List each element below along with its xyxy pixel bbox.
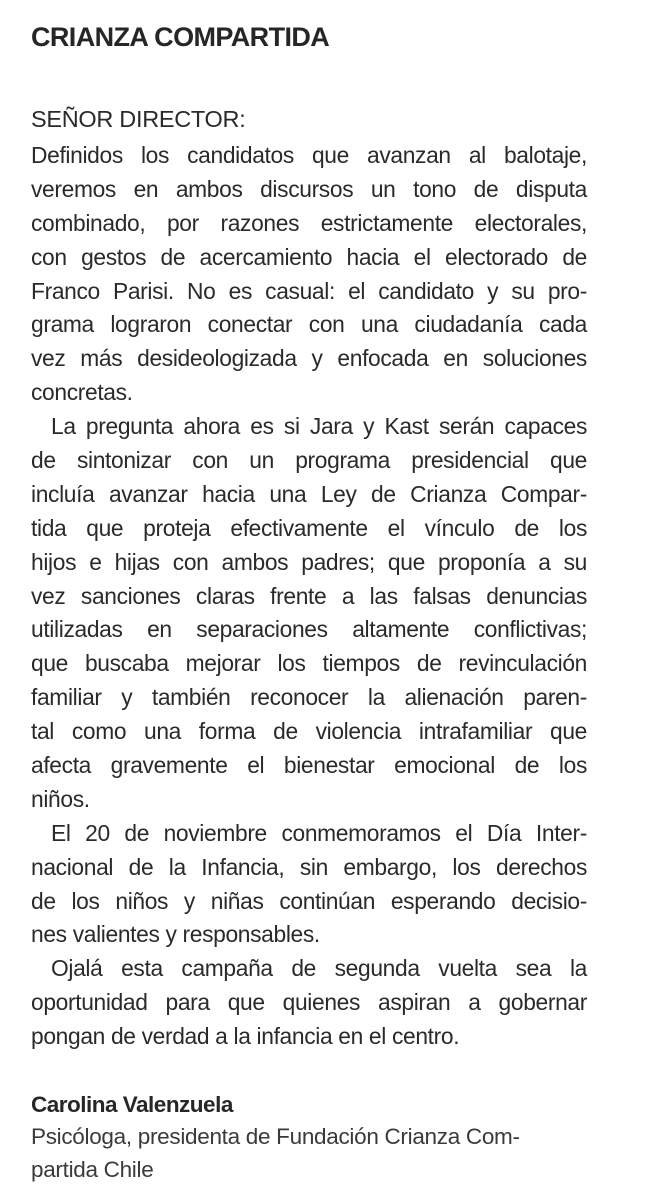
letter-salutation: SEÑOR DIRECTOR:	[31, 106, 246, 132]
body-line: nacional de la Infancia, sin embargo, los derechos	[31, 853, 587, 880]
body-line: Definidos los candidatos que avanzan al balotaje,	[31, 142, 587, 168]
body-line: grama lograron conectar con una ciudadanía cada	[31, 311, 587, 338]
body-line: combinado, por razones estrictamente electorales,	[31, 209, 587, 236]
body-line: Franco Parisi. No es casual: el candidato y su pro-	[31, 277, 587, 304]
body-line: La pregunta ahora es si Jara y Kast serán capaces	[51, 413, 587, 440]
body-line: utilizadas en separaciones altamente conflictivas;	[31, 616, 587, 643]
body-line: vez sanciones claras frente a las falsas denuncias	[31, 582, 587, 609]
body-line: oportunidad para que quienes aspiran a gobernar	[31, 989, 587, 1016]
body-line: familiar y también reconocer la alienación paren-	[31, 684, 587, 711]
body-line: pongan de verdad a la infancia en el centro.	[31, 1023, 460, 1050]
letter-signature	[31, 1090, 587, 1186]
author-role-line: Psicóloga, presidenta de Fundación Crianza Com-	[31, 1124, 520, 1149]
body-line: veremos en ambos discursos un tono de disputa	[31, 175, 587, 202]
body-line: hijos e hijas con ambos padres; que proponía a su	[31, 548, 587, 575]
body-line: concretas.	[31, 379, 133, 406]
body-line: tal como una forma de violencia intrafamiliar que	[31, 718, 587, 745]
body-line: de sintonizar con un programa presidencial que	[31, 447, 587, 474]
body-line: de los niños y niñas continúan esperando decisio-	[31, 887, 587, 914]
body-line: afecta gravemente el bienestar emocional de los	[31, 752, 587, 779]
body-line: que buscaba mejorar los tiempos de revinculación	[31, 650, 587, 677]
letter-headline: CRIANZA COMPARTIDA	[31, 22, 330, 52]
body-line: El 20 de noviembre conmemoramos el Día Inter-	[51, 819, 587, 846]
author-role-line: partida Chile	[31, 1157, 154, 1182]
body-line: incluía avanzar hacia una Ley de Crianza Compar-	[31, 480, 587, 507]
letter-body	[31, 139, 587, 1054]
body-line: nes valientes y responsables.	[31, 921, 320, 948]
body-line: niños.	[31, 785, 90, 812]
author-name: Carolina Valenzuela	[31, 1092, 233, 1117]
body-line: Ojalá esta campaña de segunda vuelta sea la	[51, 955, 587, 982]
body-line: vez más desideologizada y enfocada en soluciones	[31, 345, 587, 372]
body-line: con gestos de acercamiento hacia el electorado de	[31, 243, 587, 270]
body-line: tida que proteja efectivamente el vínculo de los	[31, 514, 587, 541]
